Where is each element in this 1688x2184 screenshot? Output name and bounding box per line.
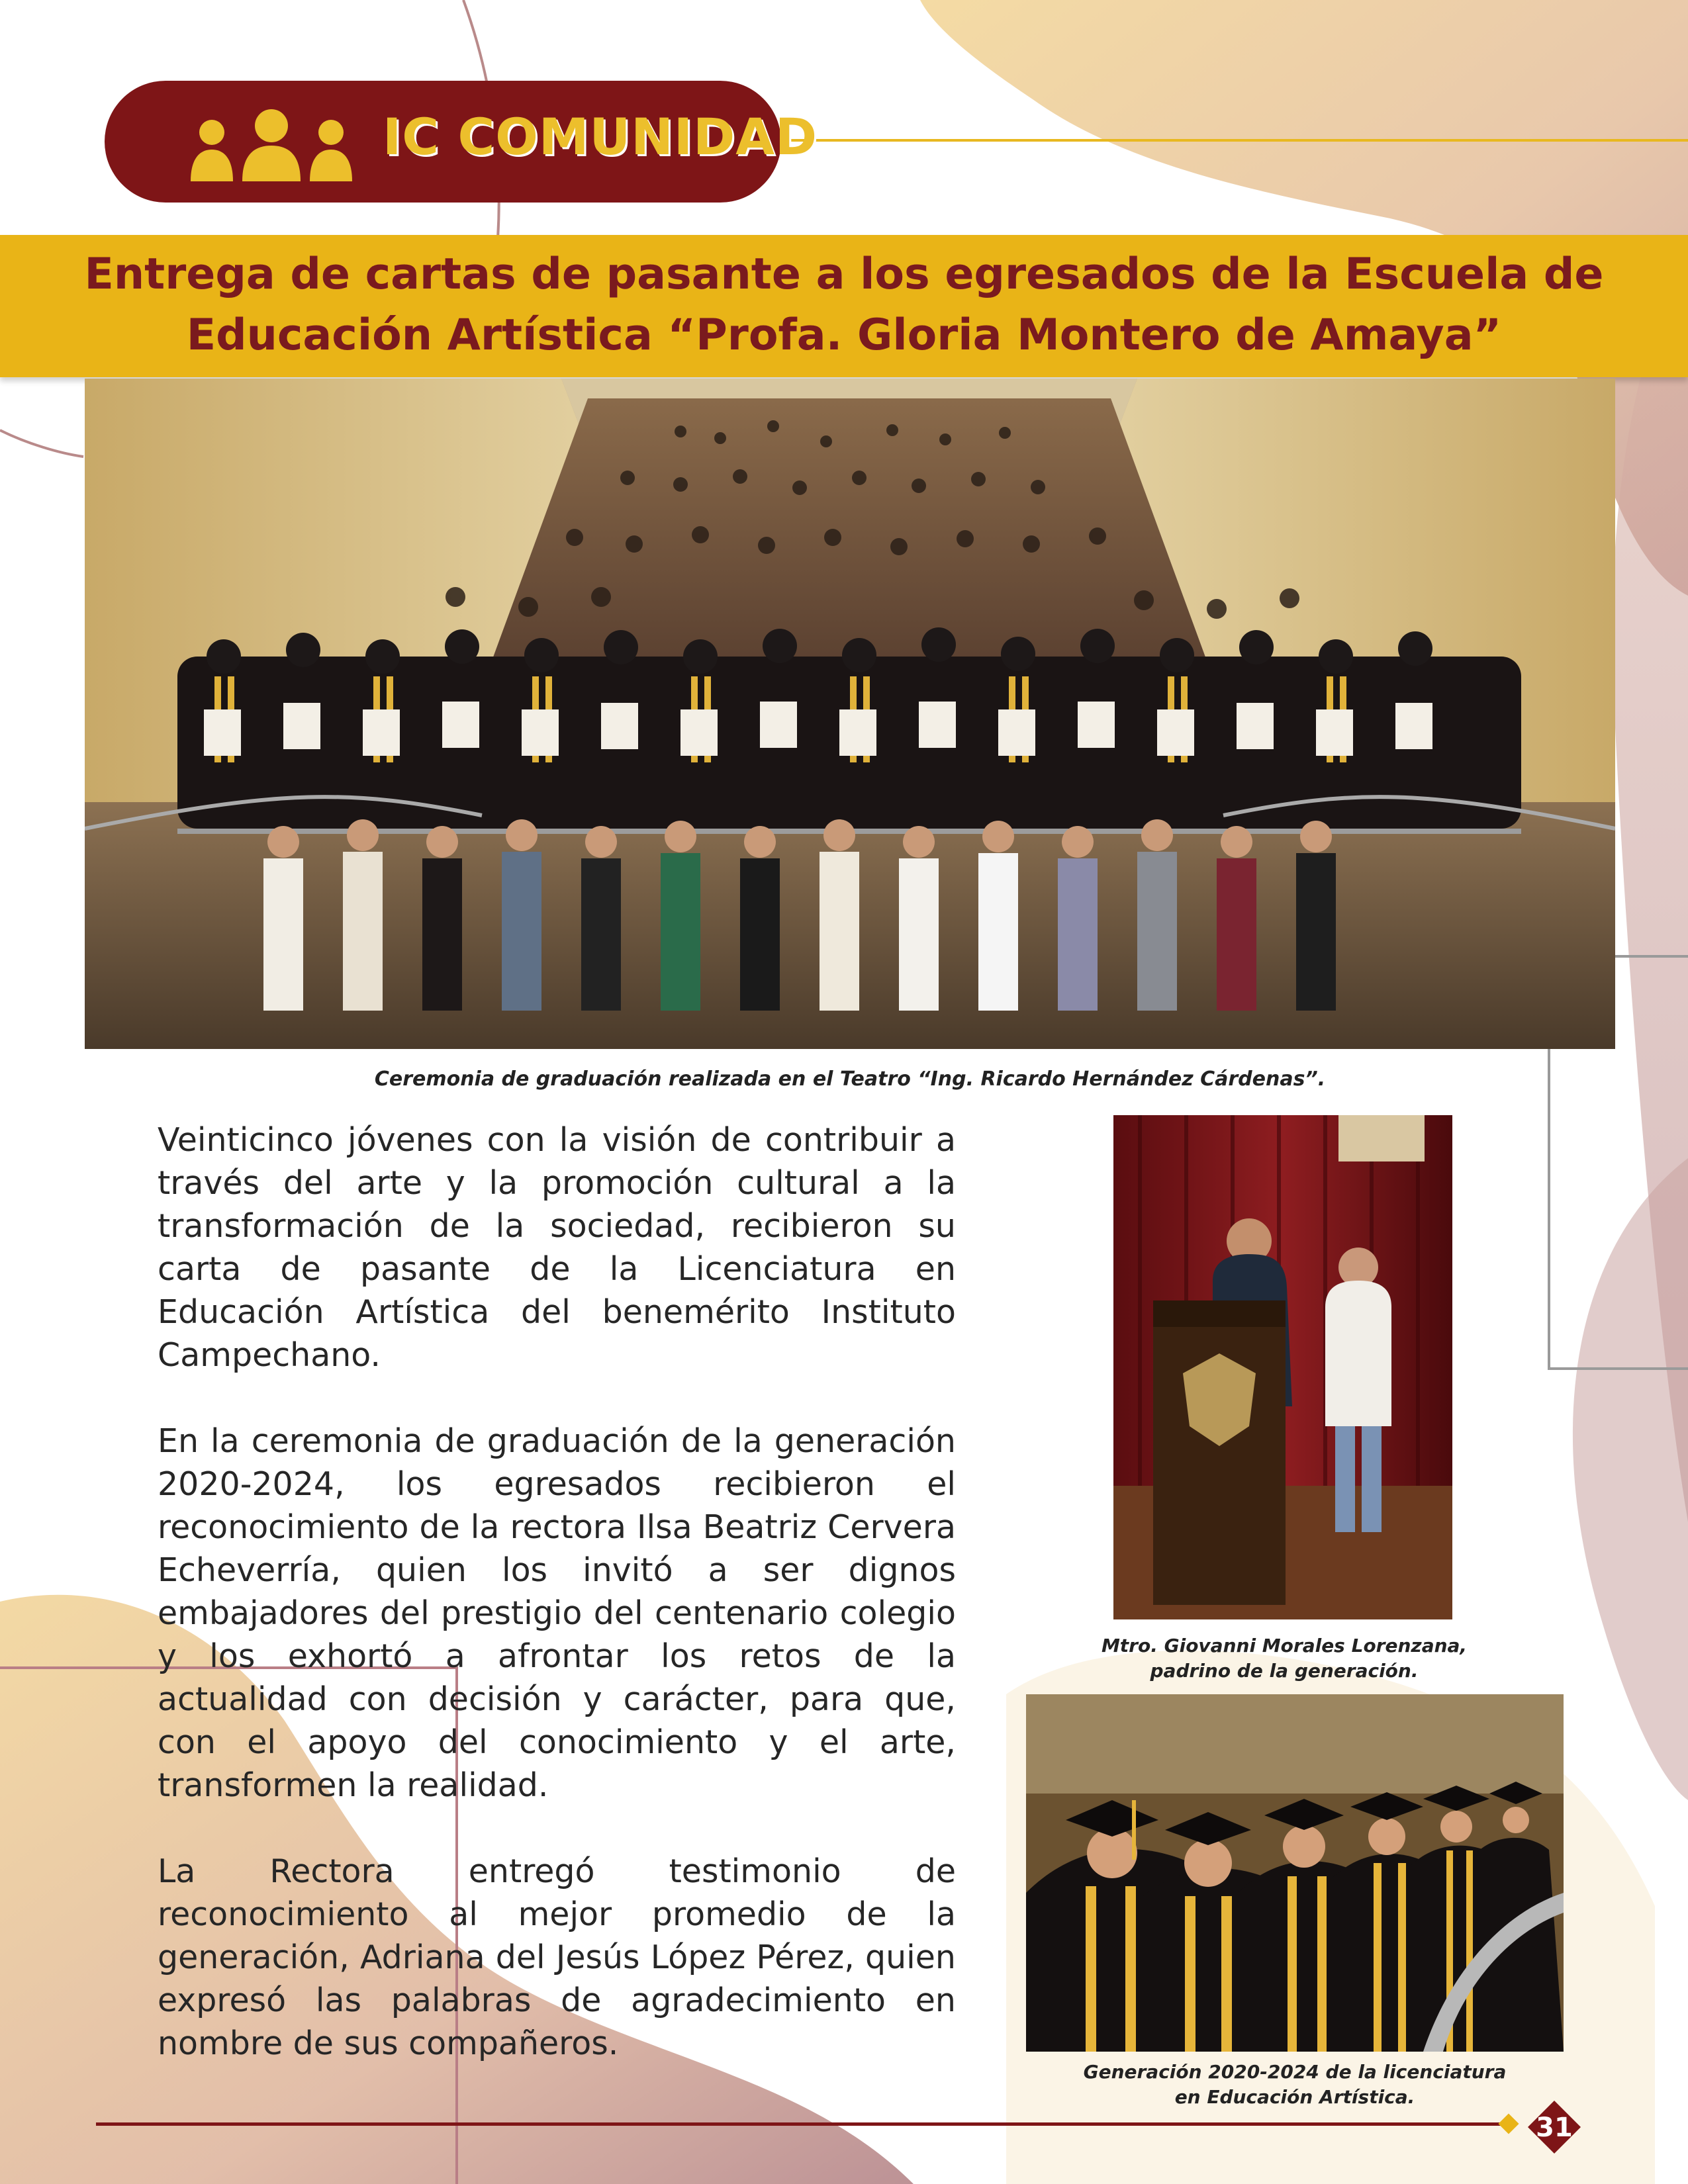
main-graduation-photo	[85, 379, 1615, 1049]
graduates-caption-line-2: en Educación Artística.	[1174, 2086, 1415, 2108]
section-label: IC COMUNIDAD	[383, 107, 818, 166]
podium-caption-line-1: Mtro. Giovanni Morales Lorenzana,	[1101, 1635, 1468, 1657]
podium-speaker-photo	[1113, 1115, 1452, 1619]
seated-graduates-photo	[1026, 1694, 1564, 2052]
header-rule	[781, 139, 1688, 142]
main-photo-caption: Ceremonia de graduación realizada en el Teatro “Ing. Ricardo Hernández Cárdenas”.	[374, 1068, 1326, 1091]
paragraph-1: Veinticinco jóvenes con la visión de contribuir a través del arte y la promoción cultural a la transformación de la sociedad, recibieron su carta de pasante de la Licenciatura en Educación Artística del benemérito Instituto Campechano.	[158, 1121, 956, 1374]
section-header-pill	[105, 81, 818, 203]
article-title-line-1: Entrega de cartas de pasante a los egresados de la Escuela de	[84, 250, 1604, 299]
article-title	[0, 235, 1688, 366]
page-number: 31	[1536, 2113, 1573, 2143]
title-banner	[0, 235, 1688, 377]
people-group-icon	[172, 103, 371, 183]
footer-rule	[96, 2122, 1506, 2126]
article-body	[158, 1118, 956, 2108]
graduates-caption-line-1: Generación 2020-2024 de la licenciatura	[1083, 2061, 1507, 2083]
graduates-photo-caption	[1026, 2060, 1564, 2110]
podium-photo-caption	[1059, 1633, 1509, 1684]
paragraph-3: La Rectora entregó testimonio de reconocimiento al mejor promedio de la generación, Adriana del Jesús López Pérez, quien expresó las palabras de agradecimiento en nombre de sus compañeros.	[158, 1852, 956, 2062]
article-title-line-2: Educación Artística “Profa. Gloria Montero de Amaya”	[186, 310, 1502, 360]
paragraph-2: En la ceremonia de graduación de la generación 2020-2024, los egresados recibieron el reconocimiento de la rectora Ilsa Beatriz Cervera Echeverría, quien los invitó a ser dignos embajadores del prestigio del centenario colegio y los exhortó a afrontar los retos de la actualidad con decisión y carácter, para que, con el apoyo del conocimiento y el arte, transformen la realidad.	[158, 1422, 956, 1804]
podium-caption-line-2: padrino de la generación.	[1150, 1660, 1419, 1682]
